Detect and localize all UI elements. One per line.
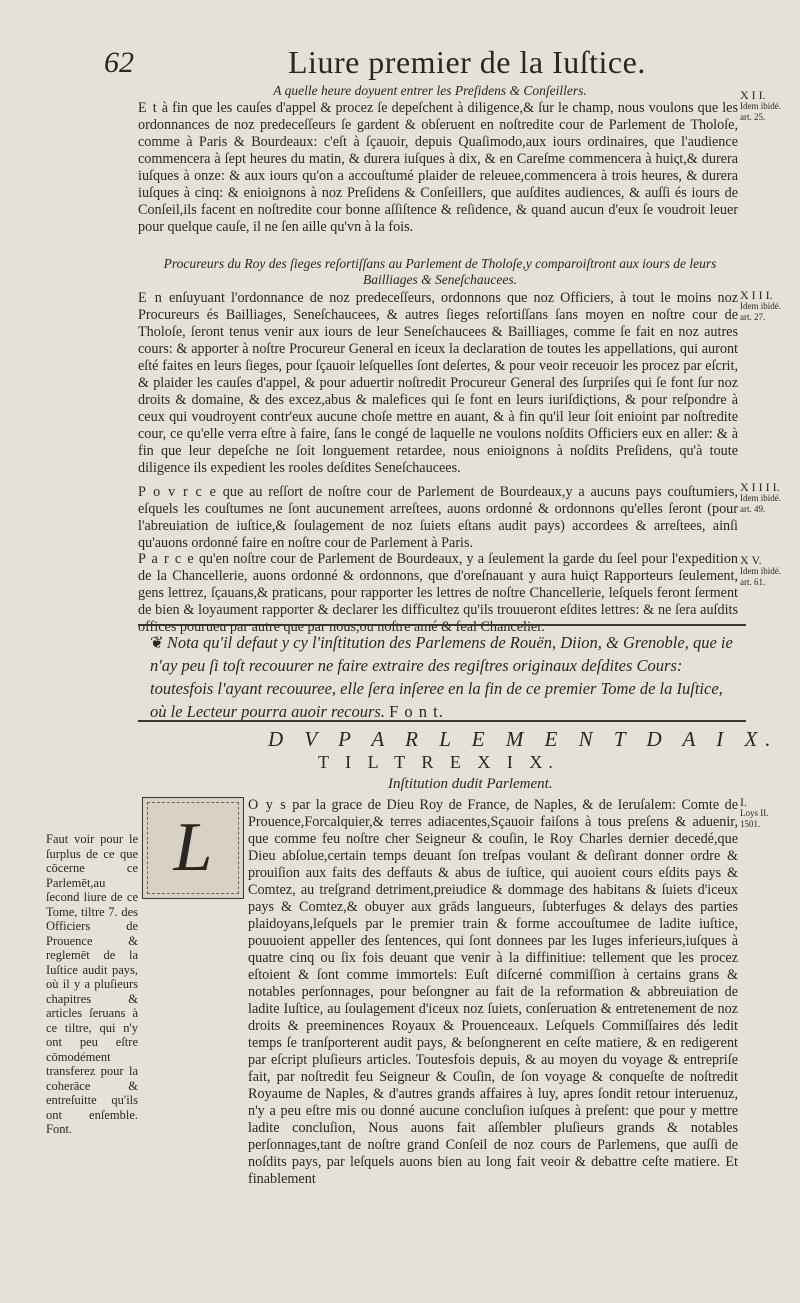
margin-number: X V. bbox=[740, 553, 762, 567]
paragraph-lead: E n bbox=[138, 290, 163, 306]
margin-note bbox=[740, 90, 798, 123]
margin-number: X I I. bbox=[740, 88, 766, 102]
paragraph-text: qu'en noſtre cour de Parlement de Bourdeaux, y a ſeulement la garde du ſeel pour l'expedition de la Chancellerie, auons ordonné & ordonnons, que d'oreſnauant y aura huiςt Rapporteurs ſeulement, gens lettrez, ſçauans,& praticans, pour rapporter les lettres de noſtre Chancellerie, leſquels feront ſerment de bien & loyaument rapporter & declarer les difficultez qu'ils trouueront eſdites lettres: & ne ſera auſdits offices pourueu par autre que par nous,ou noſtre amé & feal Chancelier. bbox=[138, 551, 739, 635]
paragraph-lead: P a r c e bbox=[138, 551, 195, 567]
paragraph-text: enſuyuant l'ordonnance de noz predeceſſeurs, ordonnons que noz Officiers, à tout le moins noz Procureurs és Bailliages, Seneſchaucees, & autres ſieges reſortiſſans ſans moyen en noſtre cour de Tholoſe, ſeront tenus venir aux iours de leur Seneſchaucees & Bailliages, comme ſe fait en noz autres cours: & apporter à noſtre Procureur General en iceux la declaration de toutes les appellations, qui auront eſté faites en leurs ſieges, pour ſçauoir leſquelles ſont deſertes, & pour veoir receuoir les procez par eſcrit, & plaider les cauſes d'appel, & pour aduertir noſtredit Procureur General des ſurpriſes qui ſe font ſur noz droits & domaine, & des excez,abus & malefices qui ſe font en leurs iuriſdiςtions, & pour reſpondre à ceux qui voudroyent contr'eux aucune choſe mettre en auant, & à fin qu'il leur ſoit enioint par noſtredite cour, ce qu'elle verra eſtre à faire, ſans le congé de laquelle ne voulons noſdits Officiers eux en aller: & à fin que leur depeſche ne ſoit longuement retardee, nous enioignons à noſdits Preſidens, qu'à toute diligence ils expedient les rooles deſdites Seneſchaucees. bbox=[138, 290, 739, 476]
margin-reference: Idem ibidé. bbox=[740, 566, 781, 576]
paragraph bbox=[248, 797, 738, 1188]
margin-reference: Idem ibidé. bbox=[740, 101, 781, 111]
paragraph-text: à fin que les cauſes d'appel & procez ſe depeſchent à diligence,& ſur le champ, nous voulons que les ordonnances de noz predeceſſeurs ſe gardent & obſeruent en noſtredite cour de Parlement de Tholoſe, comme à Paris & Bourdeaux: c'eſt à ſçauoir, depuis Quaſimodo,aux iours ordinaires, que l'audience commencera à ſept heures du matin, & durera iuſques à dix, & en Careſme commencera à huiςt,& durera iuſques à onze: & aux iours qu'on a accouſtumé plaider de releuee,commencera à trois heures, & durera iuſques à cinq: & enioignons à noz Preſidens & Conſeillers, que auſdites audiences, & auſſi és iours de Conſeil,ils facent en noſtredite cour bonne aſſiſtence & reſidence, & quand aucun d'eux ſe voudroit leuer pour quelque cauſe, il ne ſen aille qu'vn à la fois. bbox=[138, 100, 738, 235]
fleuron-icon: ❦ bbox=[150, 633, 164, 652]
margin-number: I. bbox=[740, 795, 747, 809]
paragraph-lead: O y s bbox=[248, 797, 287, 813]
margin-article: art. 25. bbox=[740, 112, 766, 122]
running-head: Liure premier de la Iuſtice. bbox=[288, 44, 646, 80]
page-number: 62 bbox=[104, 46, 134, 79]
paragraph bbox=[138, 290, 738, 477]
paragraph bbox=[138, 484, 738, 552]
section-heading: A quelle heure doyuent entrer les Preſidens & Conſeillers. bbox=[273, 83, 587, 98]
note-text: Nota qu'il defaut y cy l'inſtitution des Parlemens de Rouën, Diion, & Grenoble, que ie n'ay peu ſi toſt recouurer ne faire extraire des regiſtres originaux deſdites Cours: toutesfois l'ayant recouuree, elle ſera inſeree en la fin de ce premier Tome de la Iuſtice, où le Lecteur pourra auoir recours. bbox=[150, 633, 733, 721]
chapter-title: D V P A R L E M E N T D A I X. bbox=[268, 727, 779, 751]
margin-number: X I I I. bbox=[740, 288, 773, 302]
margin-article: art. 49. bbox=[740, 504, 766, 514]
margin-reference: Loys II. bbox=[740, 808, 769, 818]
margin-note bbox=[740, 290, 798, 323]
paragraph-lead: P o v r c e bbox=[138, 484, 217, 500]
paragraph-text: que au reſſort de noſtre cour de Parlement de Bourdeaux,y a aucuns pays couſtumiers, eſquels les couſtumes ne ſont aucunement arreſtees, auons ordonné & ordonnons qu'elles ſeront (pour l'abreuiation de iuſtice,& ſoulagement de noz ſuiets eſtans audit pays) accordees & arreſtees, ainſi qu'auons ordonné faire en noſtre cour de Parlement à Paris. bbox=[138, 484, 739, 551]
chapter-heading: Inſtitution dudit Parlement. bbox=[388, 776, 553, 792]
paragraph-lead: E t bbox=[138, 100, 158, 116]
note-end: F o n t. bbox=[389, 702, 444, 721]
initial-letter: L bbox=[173, 809, 213, 886]
paragraph bbox=[138, 100, 738, 236]
decorated-initial bbox=[142, 797, 244, 899]
margin-note bbox=[740, 555, 798, 588]
margin-note bbox=[740, 482, 798, 515]
margin-reference: Idem ibidé. bbox=[740, 493, 781, 503]
margin-reference: Idem ibidé. bbox=[740, 301, 781, 311]
section-heading: Procureurs du Roy des ſieges reſortiſſans au Parlement de Tholoſe,y comparoiſtront aux iours de leurs Bailliages & Seneſchaucees. bbox=[163, 256, 717, 287]
editor-note bbox=[150, 631, 735, 723]
divider-rule bbox=[138, 720, 746, 722]
margin-article: art. 27. bbox=[740, 312, 766, 322]
margin-article: art. 61. bbox=[740, 577, 766, 587]
margin-note bbox=[740, 797, 798, 830]
paragraph-text: par la grace de Dieu Roy de France, de Naples, & de Ieruſalem: Comte de Prouence,Forcalquier,& terres adiacentes,Sçauoir faiſons à tous preſens & aduenir, que comme feu noſtre cher Seigneur & couſin, le Roy Charles dernier decedé,que Dieu abſolue,certain temps deuant ſon treſpas voulant & deſirant donner ordre & prouiſion aux faits des deffauts & abus de iuſtice, qui auoient cours eſdits pays & Comtez, au treſgrand detriment,preiudice & dommage des habitans & ſuiets d'iceux pays & Comtez,& obuyer aux grāds langueurs, ſubterfuges & delays des parties plaidoyans,leſquels par le premier train & forme accouſtumee de ladite iuſtice, pouuoient appeller des ſentences, qui ſont donnees par les Iuges inferieurs,iuſques à quatre cinq ou ſix fois deuant que venir à la diffinitiue: tellement que les procez eſtoient & ſont comme immortels: Euſt diſcerné commiſſion à certains grans & notables perſonnages, pour beſongner au fait de la reformation & abbreuiation de ladite Iuſtice, au ſoulagement d'iceux noz ſuiets, conſeruation & entretenement de noz droits & preeminences Royaux & Prouenceaux. Leſquels Commiſſaires dés ledit temps ſe tranſporterent audit pays, & beſongnerent en ceſte matiere, & en redigerent par eſcript pluſieurs articles. Toutesfois depuis, & au moyen du voyage & entrepriſe fait, par noſtredit feu Seigneur & Couſin, de ſon voyage & conqueſte de noſtredit Royaume de Naples, & d'autres grands affaires à luy, apres ſondit retour interuenuz, n'y a peu eſtre mis ou donné aucune concluſion iuſques à preſent: que pour y mettre ladite concluſion, Nous auons fait aſſembler pluſieurs grands & notables perſonnages,tant de noſtre grand Conſeil de noz cours de Parlemens, que auſſi de noſdits pays, par leſquels auons bien au long fait veoir & debattre ceſte matiere. Et finablement bbox=[248, 797, 738, 1187]
margin-number: X I I I I. bbox=[740, 480, 780, 494]
chapter-subtitle: T I L T R E X I X. bbox=[318, 752, 559, 772]
margin-year: 1501. bbox=[740, 819, 761, 829]
divider-rule bbox=[138, 624, 746, 626]
left-margin-gloss: Faut voir pour le ſurplus de ce que cōcerne ce Parlemēt,au ſecond liure de ce Tome, tiltre 7. des Officiers de Prouence & reglemēt de la Iuſtice audit pays, où il y a pluſieurs chapitres & articles ſeruans à ce tiltre, qui n'y ont peu eſtre cōmodément transferez pour la coherāce & entreſuitte qu'ils ont enſemble. Font. bbox=[46, 832, 138, 1136]
